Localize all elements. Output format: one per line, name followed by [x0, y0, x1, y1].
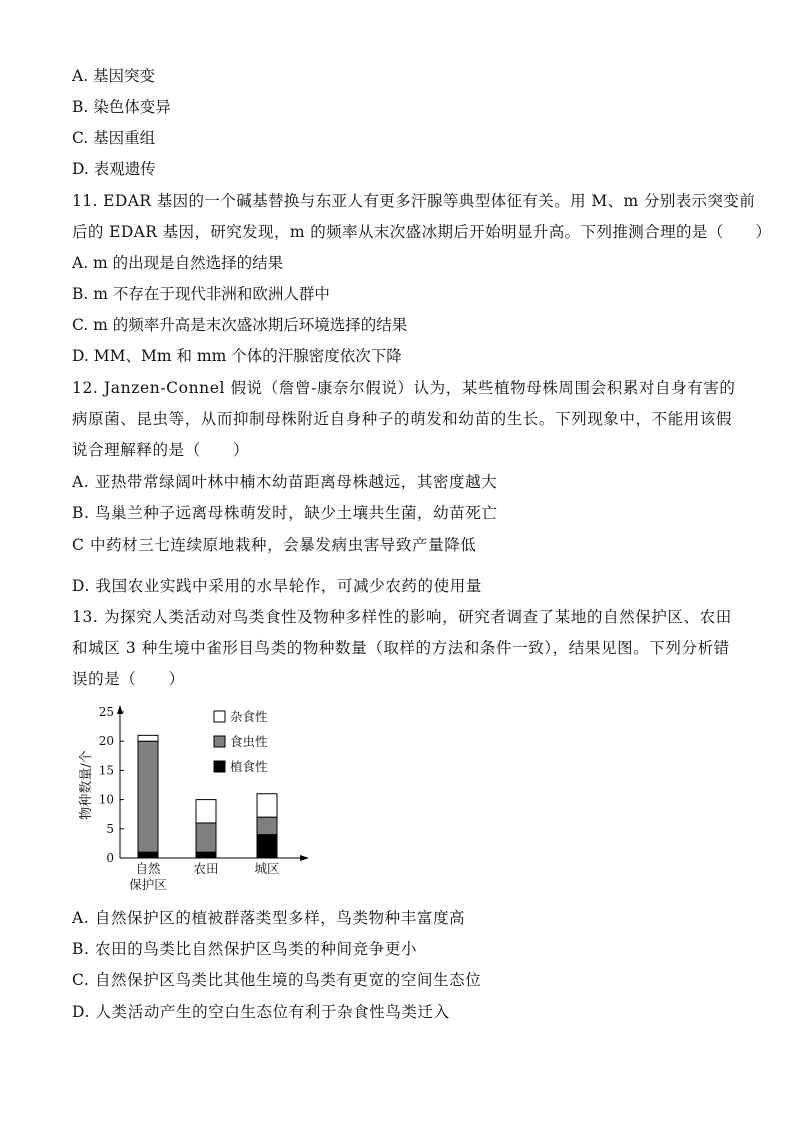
q11-stem-line-1: 11. EDAR 基因的一个碱基替换与东亚人有更多汗腺等典型体征有关。用 M、m 分别表示突变前 — [72, 192, 756, 210]
q13-option-b: B. 农田的鸟类比自然保护区鸟类的种间竞争更小 — [72, 940, 418, 958]
q13-option-d: D. 人类活动产生的空白生态位有利于杂食性鸟类迁入 — [72, 1003, 450, 1021]
category-label: 农田 — [193, 861, 219, 876]
q12-option-b: B. 鸟巢兰种子远离母株萌发时，缺少土壤共生菌，幼苗死亡 — [72, 504, 498, 522]
bar-segment — [138, 741, 158, 852]
chart-y-label — [78, 750, 94, 819]
y-tick-label: 20 — [98, 734, 114, 749]
bar-segment — [257, 835, 277, 858]
bar-segment — [196, 800, 216, 823]
legend-label: 杂食性 — [230, 709, 268, 724]
bar-segment — [138, 735, 158, 741]
q13-stem-line-3: 误的是（ ） — [72, 670, 185, 688]
y-axis-label: 物种数量/个 — [79, 750, 94, 820]
prev-option-c: C. 基因重组 — [72, 129, 156, 147]
y-tick-label: 15 — [98, 763, 114, 778]
y-tick-label: 5 — [106, 821, 114, 836]
prev-option-b: B. 染色体变异 — [72, 98, 171, 116]
q11-option-d: D. MM、Mm 和 mm 个体的汗腺密度依次下降 — [72, 347, 402, 365]
y-tick-label: 10 — [98, 792, 114, 807]
x-axis-arrow — [300, 855, 309, 861]
q13-stem-line-1: 13. 为探究人类活动对鸟类食性及物种多样性的影响，研究者调查了某地的自然保护区、农田 — [72, 608, 732, 626]
q12-option-d: D. 我国农业实践中采用的水旱轮作，可减少农药的使用量 — [72, 577, 482, 595]
bar-segment — [257, 817, 277, 835]
chart-bars — [138, 735, 277, 858]
q11-option-c: C. m 的频率升高是末次盛冰期后环境选择的结果 — [72, 316, 408, 334]
category-label: 城区 — [254, 861, 280, 876]
q12-option-c: C 中药材三七连续原地栽种，会暴发病虫害导致产量降低 — [72, 536, 477, 554]
q13-option-a: A. 自然保护区的植被群落类型多样，鸟类物种丰富度高 — [72, 909, 466, 927]
q12-stem-line-3: 说合理解释的是（ ） — [72, 441, 250, 459]
legend-swatch — [214, 711, 225, 722]
bar-segment — [196, 823, 216, 852]
bar-segment — [138, 852, 158, 858]
q12-stem-line-1: 12. Janzen-Connel 假说（詹曾-康奈尔假说）认为，某些植物母株周围会积累对自身有害的 — [72, 379, 736, 397]
legend-label: 植食性 — [230, 759, 268, 774]
q11-option-a: A. m 的出现是自然选择的结果 — [72, 254, 284, 272]
prev-option-a: A. 基因突变 — [72, 67, 156, 85]
q13-option-c: C. 自然保护区鸟类比其他生境的鸟类有更宽的空间生态位 — [72, 971, 482, 989]
q13-stem-line-2: 和城区 3 种生境中雀形目鸟类的物种数量（取样的方法和条件一致），结果见图。下列分析错 — [72, 639, 730, 657]
q11-option-b: B. m 不存在于现代非洲和欧洲人群中 — [72, 285, 330, 303]
bar-segment — [196, 852, 216, 858]
bar-segment — [257, 794, 277, 817]
category-label: 保护区 — [129, 877, 167, 892]
legend-swatch — [214, 736, 225, 747]
legend-swatch — [214, 761, 225, 772]
legend-label: 食虫性 — [230, 734, 268, 749]
y-tick-label: 25 — [98, 705, 114, 719]
q12-stem-line-2: 病原菌、昆虫等，从而抑制母株附近自身种子的萌发和幼苗的生长。下列现象中，不能用该假 — [72, 410, 733, 428]
bird-species-chart — [72, 700, 312, 895]
y-tick-label: 0 — [106, 851, 114, 865]
y-axis-arrow — [117, 705, 123, 714]
prev-option-d: D. 表观遗传 — [72, 160, 156, 178]
q12-option-a: A. 亚热带常绿阔叶林中楠木幼苗距离母株越远，其密度越大 — [72, 473, 498, 491]
chart-legend — [214, 709, 268, 774]
chart-categories — [129, 861, 279, 892]
q11-stem-line-2: 后的 EDAR 基因，研究发现，m 的频率从末次盛冰期后开始明显升高。下列推测合理的是（ ） — [72, 223, 772, 241]
category-label: 自然 — [135, 861, 161, 876]
